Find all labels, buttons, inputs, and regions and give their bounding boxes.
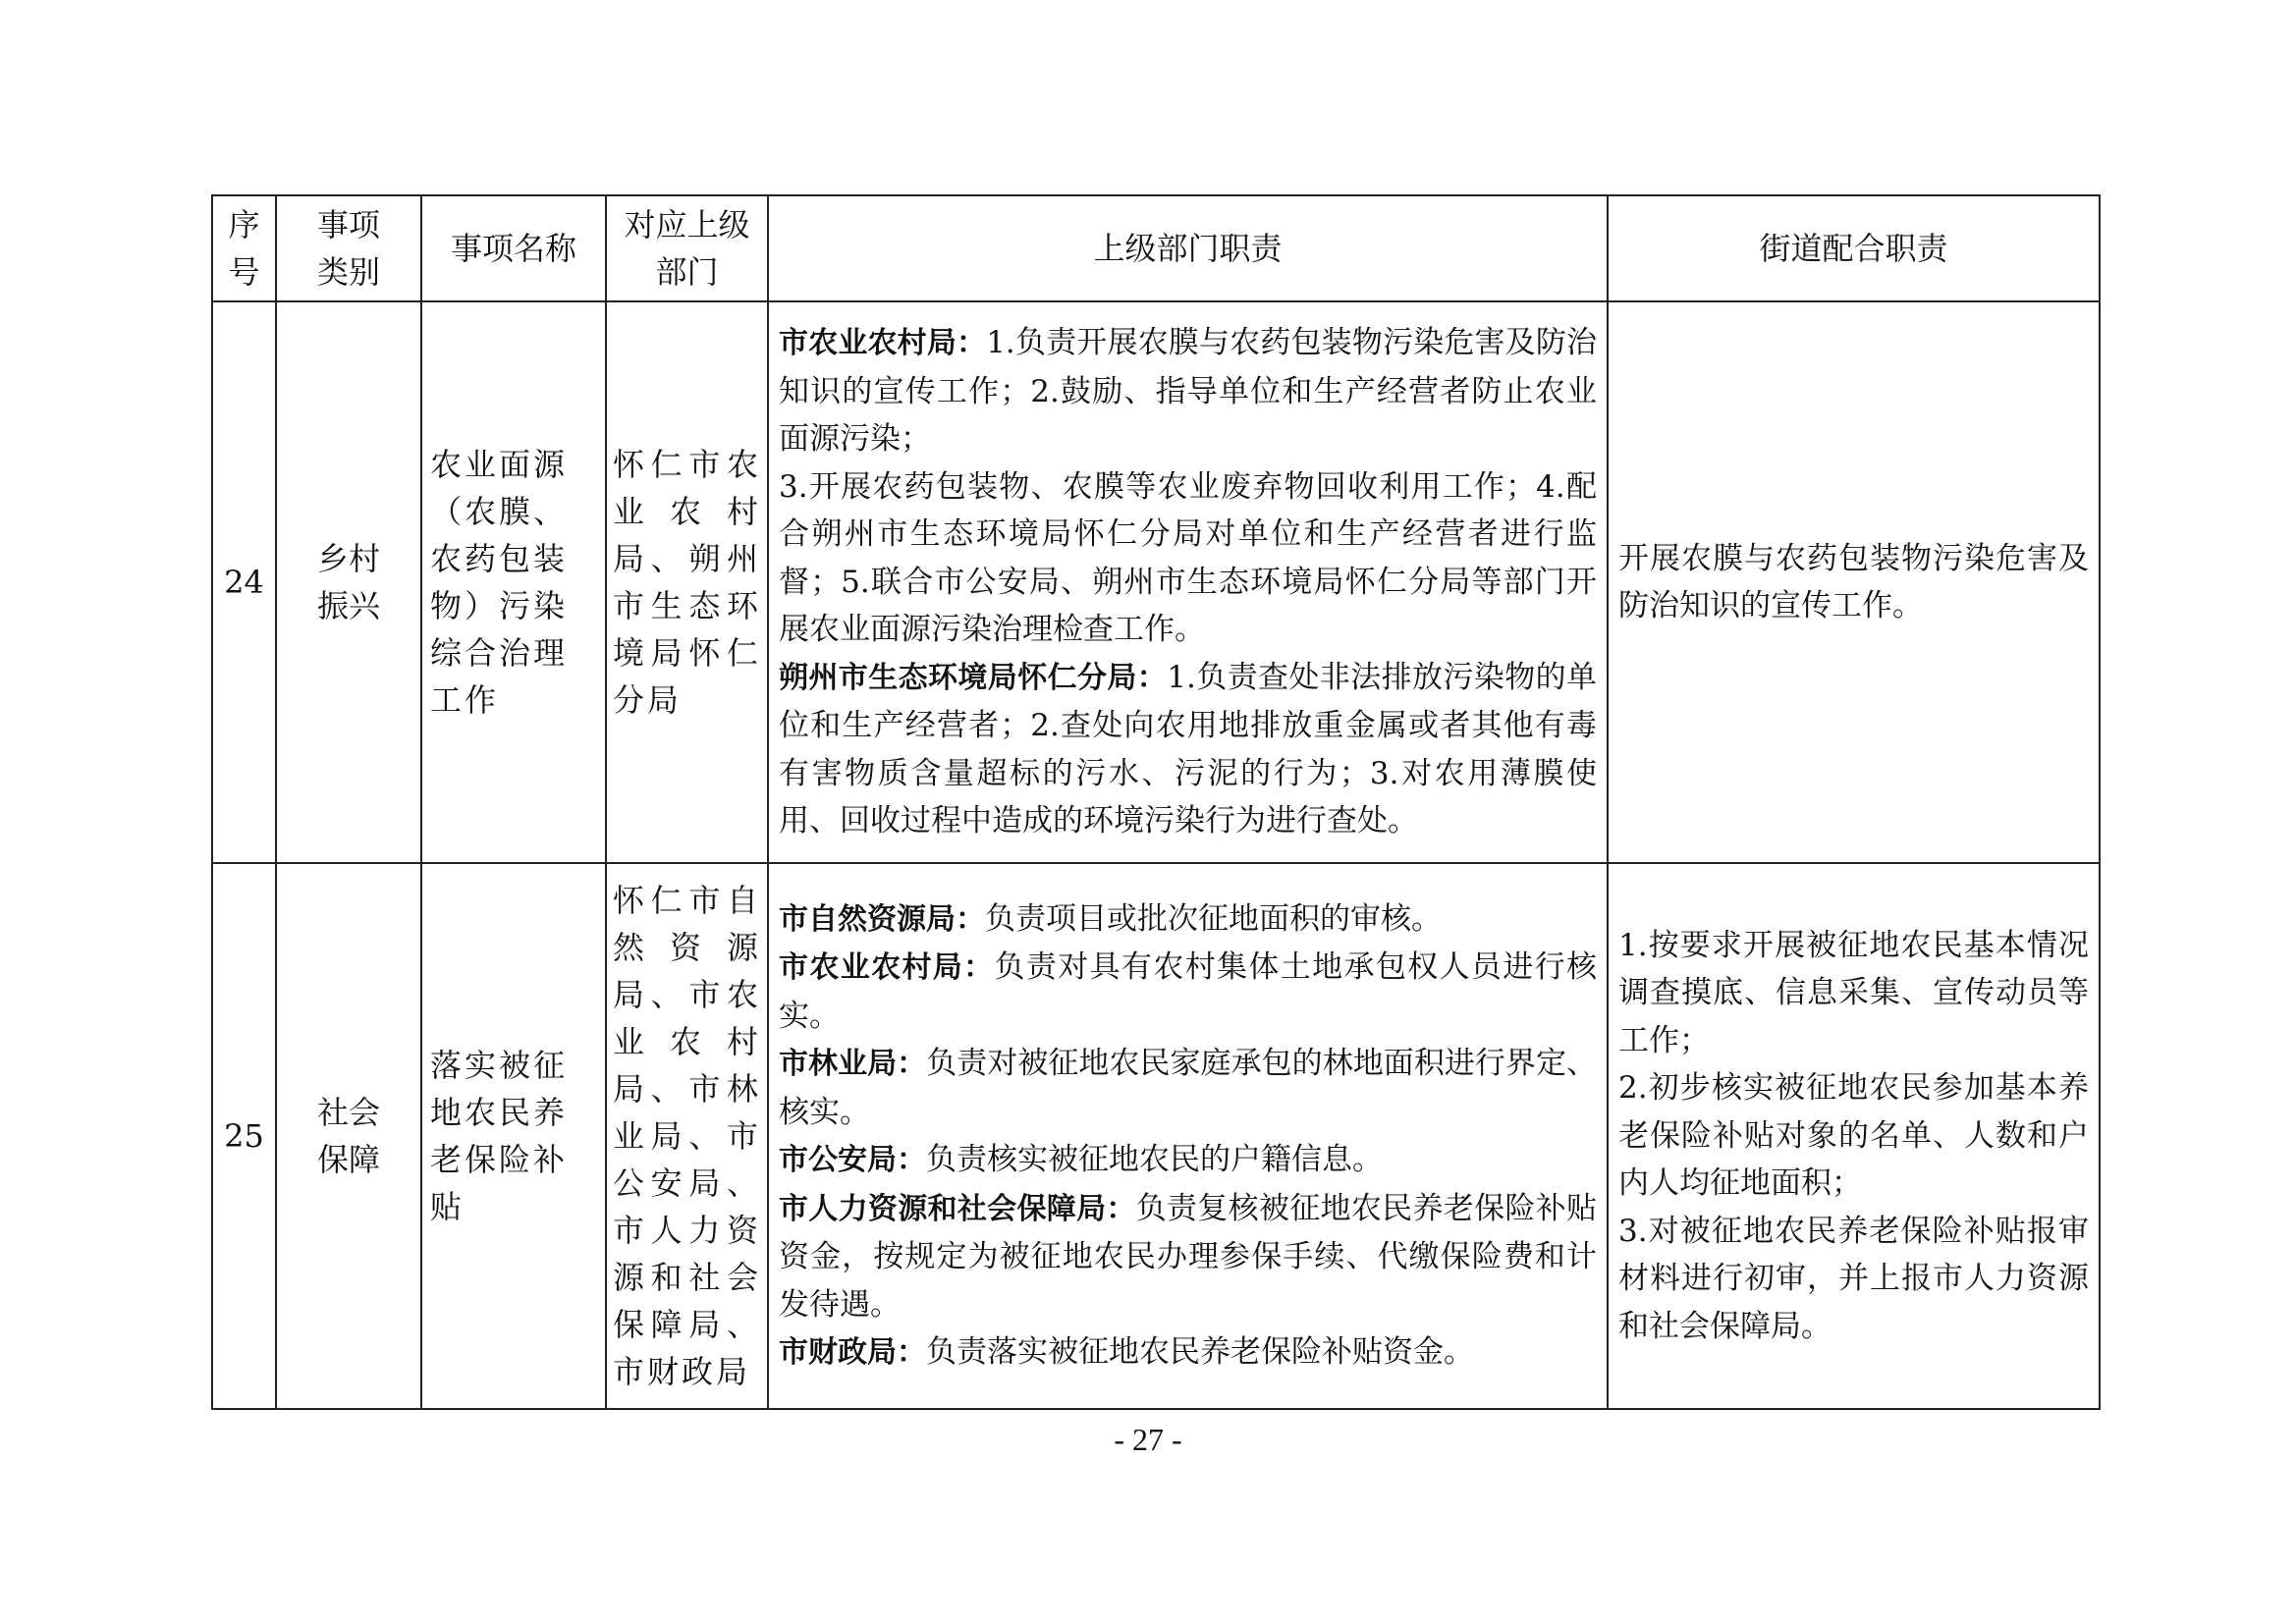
duty-org: 市公安局： xyxy=(779,1143,926,1177)
row-street-duty xyxy=(1608,301,2100,863)
duty-paragraph: 3.开展农药包装物、农膜等农业废弃物回收利用工作；4.配合朔州市生态环境局怀仁分局对单位和生产经营者进行监督；5.联合市公安局、朔州市生态环境局怀仁分局等部门开展农业面源污染治理检查工作。 xyxy=(779,468,1597,648)
table-row xyxy=(212,301,2100,863)
street-paragraph: 2.初步核实被征地农民参加基本养老保险补贴对象的名单、人数和户内人均征地面积； xyxy=(1618,1070,2089,1202)
duty-paragraph: 市财政局：负责落实被征地农民养老保险补贴资金。 xyxy=(779,1334,1474,1370)
duty-paragraph: 朔州市生态环境局怀仁分局：1.负责查处非法排放污染物的单位和生产经营者；2.查处向农用地排放重金属或者其他有毒有害物质含量超标的污水、污泥的行为；3.对农用薄膜使用、回收过程中造成的环境污染行为进行查处。 xyxy=(779,659,1598,839)
duty-table xyxy=(211,194,2101,1410)
duty-paragraph: 市农业农村局：负责对具有农村集体土地承包权人员进行核实。 xyxy=(779,949,1598,1034)
row-category: 社会保障 xyxy=(276,863,421,1409)
table-header-row xyxy=(212,195,2100,301)
row-superior-dept: 怀仁市自然资源局、市农业农村局、市林业局、市公安局、市人力资源和社会保障局、市财政局 xyxy=(606,863,768,1409)
duty-org: 市林业局： xyxy=(779,1047,927,1081)
row-superior-duty xyxy=(768,301,1608,863)
street-paragraph: 1.按要求开展被征地农民基本情况调查摸底、信息采集、宣传动员等工作； xyxy=(1618,927,2089,1058)
duty-paragraph: 市农业农村局：1.负责开展农膜与农药包装物污染危害及防治知识的宣传工作；2.鼓励、指导单位和生产经营者防止农业面源污染； xyxy=(779,325,1598,458)
duty-org: 市人力资源和社会保障局： xyxy=(779,1191,1136,1226)
duty-paragraph: 市林业局：负责对被征地农民家庭承包的林地面积进行界定、核实。 xyxy=(779,1046,1598,1130)
header-superior-dept: 对应上级部门 xyxy=(606,195,768,301)
duty-org: 市财政局： xyxy=(779,1335,926,1370)
row-number: 24 xyxy=(212,301,276,863)
row-item-name: 落实被征地农民养老保险补贴 xyxy=(421,863,606,1409)
header-superior-duty: 上级部门职责 xyxy=(768,195,1608,301)
page-number: - 27 - xyxy=(1114,1422,1182,1457)
row-superior-dept: 怀仁市农业农村局、朔州市生态环境局怀仁分局 xyxy=(606,301,768,863)
duty-org: 市自然资源局： xyxy=(779,901,985,937)
header-num: 序号 xyxy=(212,195,276,301)
duty-paragraph: 市公安局：负责核实被征地农民的户籍信息。 xyxy=(779,1142,1383,1177)
header-category: 事项类别 xyxy=(276,195,421,301)
row-category: 乡村振兴 xyxy=(276,301,421,863)
row-street-duty xyxy=(1608,863,2100,1409)
duty-org: 市农业农村局： xyxy=(779,950,995,985)
header-street-duty: 街道配合职责 xyxy=(1608,195,2100,301)
table-row xyxy=(212,863,2100,1409)
duty-paragraph: 市自然资源局：负责项目或批次征地面积的审核。 xyxy=(779,900,1442,937)
row-superior-duty xyxy=(768,863,1608,1409)
street-paragraph: 开展农膜与农药包装物污染危害及防治知识的宣传工作。 xyxy=(1618,540,2089,623)
row-item-name: 农业面源（农膜、农药包装物）污染综合治理工作 xyxy=(421,301,606,863)
row-number: 25 xyxy=(212,863,276,1409)
duty-paragraph: 市人力资源和社会保障局：负责复核被征地农民养老保险补贴资金，按规定为被征地农民办理参保手续、代缴保险费和计发待遇。 xyxy=(779,1190,1598,1323)
duty-org: 市农业农村局： xyxy=(779,326,987,361)
header-name: 事项名称 xyxy=(421,195,606,301)
duty-org: 朔州市生态环境局怀仁分局： xyxy=(779,660,1168,695)
street-paragraph: 3.对被征地农民养老保险补贴报审材料进行初审，并上报市人力资源和社会保障局。 xyxy=(1618,1213,2089,1344)
